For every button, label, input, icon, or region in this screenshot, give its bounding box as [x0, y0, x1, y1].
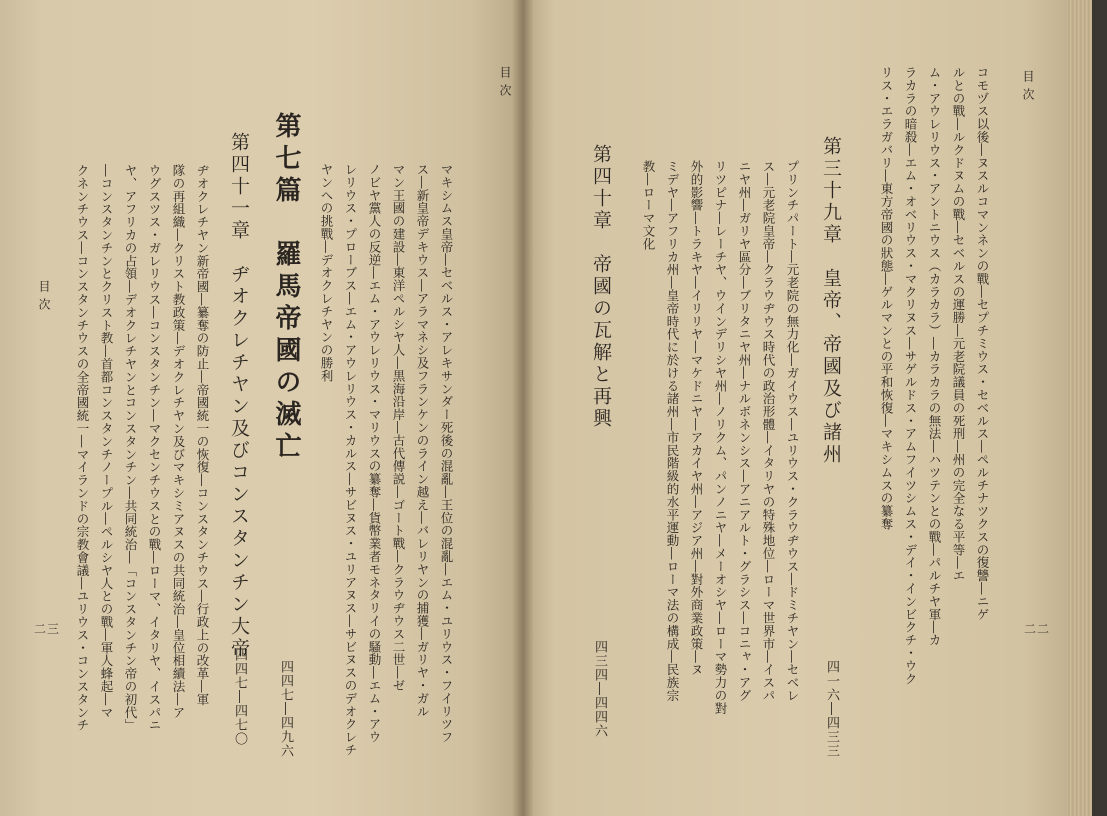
book-gutter: [512, 0, 534, 816]
right-entry-b6: ミデヤ―アフリカ州―皇帝時代に於ける諸州―市民階級的水平運動―ローマ法の構成―民族宗: [665, 160, 680, 702]
left-entry-b4: ヤ、アフリカの占領―デオクレチヤンとコンスタンチン―共同統治―「コンスタンチン帝の初代」: [123, 164, 138, 732]
left-page: [0, 0, 522, 816]
left-entry-a2: ス―新皇帝デキウス―アラマネシ及フランケンのライン越え―バレリヤンの捕獲―ガリヤ・ガル: [415, 163, 430, 718]
right-entry-a5: リス・エラガバリ―東方帝國の狀態―ゲルマンとの平和恢復―マキシムスの纂奪: [879, 66, 894, 531]
left-entry-a5: レリウス・プローブス―エム・アウレリウス・カルス―サビヌス・ユリアヌス―サビヌスのデオクレチ: [343, 163, 358, 757]
right-entry-b5: 外的影響―トラキヤ―イリリヤ―マケドニヤ―アカイヤ州―アジア州―對外商業政策―ヌ: [689, 160, 704, 676]
left-entry-a1: マキシムス皇帝―セベルス・アレキサンダー死後の混亂―王位の混亂―エム・ユリウス・フイリツフ: [439, 163, 454, 744]
left-running-head: 目次: [498, 66, 512, 102]
chapter-40-page-range: 四三四―四四六: [592, 640, 607, 738]
left-entry-b1: ヂオクレチヤン新帝國―纂奪の防止―帝國統一の恢復―コンスタンチウス―行政上の改革―軍: [195, 164, 210, 706]
right-entry-a1: コモヅス以後―ヌスルコマンネンの戰―セプチミウス・セベルス―ペルチナツクスの復讐―ニゲ: [975, 66, 990, 621]
chapter-41-page-range: 四四七―四七〇: [232, 648, 247, 746]
left-entry-b6: クネンチウス―コンスタンチウスの全帝國統一―マイランドの宗教會議―ユリウス・コンスタンチ: [75, 164, 90, 732]
chapter-39-title: 第三十九章 皇帝、帝國及び諸州: [820, 136, 842, 466]
left-running-head-body: 目次: [37, 280, 51, 316]
right-entry-b3: ニヤ州―ガリヤ區分―ブリタニヤ州―ナルボネンシス―アニアルト・グラシス―コニャ・アグ: [737, 160, 752, 702]
chapter-39-page-range: 四一六―四三三: [824, 660, 839, 758]
right-page: [522, 0, 1067, 816]
right-entry-b4: リツピナ―レーチヤ、ウインデリシヤ州―ノリクム、パンノニヤ―メーオシヤ―ローマ勢力の對: [713, 160, 728, 715]
right-entry-a4: ラカラの暗殺―エム・オベリウス・マクリヌス―サゲルドス・アムフイツシムス・デイ・インビクチ・ウク: [903, 66, 918, 686]
right-entry-b1: プリンチパート―元老院の無力化―ガイウス―ユリウス・クラウヂウス―ドミチヤン―セベレ: [785, 160, 800, 702]
left-entry-a3: マン王國の建設―東洋ペルシヤ人―黒海沿岸―古代傳説―ゴート戰―クラウヂウス二世―ゼ: [391, 163, 406, 692]
chapter-40-title: 第四十章 帝國の瓦解と再興: [590, 144, 612, 430]
right-entry-b2: ス―元老院皇帝―クラウヂウス時代の政治形體―イタリヤの特殊地位―ローマ世界市―イスパ: [761, 160, 776, 702]
chapter-41-title: 第四十一章 ヂオクレチヤン及びコンスタンチン大帝: [228, 132, 250, 660]
left-entry-b2: 隊の再組織―クリスト教政策―デオクレチヤン及びマキシミアヌスの共同統治―皇位相續法―ア: [171, 164, 186, 719]
background-edge: [1092, 0, 1107, 816]
left-entry-b3: ウグスツス・ガレリウス―コンスタンチン―マクセンチウスとの戰―ローマ、イタリヤ、イスパニ: [147, 164, 162, 732]
right-running-head: 目次: [1021, 70, 1035, 106]
left-entry-a4: ノビヤ黨人の反逆―エム・アウレリウス・マリウスの纂奪―貨幣業者モネタリイの騷動―エム・アウ: [367, 163, 382, 744]
left-folio: 二三: [34, 622, 61, 636]
right-entry-a3: ム・アウレリウス・アントニウス（カラカラ）―カラカラの無法―ハツテンとの戰―パルチヤ軍―カ: [927, 66, 942, 647]
right-folio: 二二: [1024, 622, 1051, 636]
right-entry-a2: ルとの戰―ルクドヌムの戰―セベルスの運勝―元老院議員の死刑―州の完全なる平等―エ: [951, 66, 966, 582]
left-entry-a6: ヤンへの挑戰―デオクレチヤンの勝利: [319, 163, 334, 383]
part-title: 第七篇 羅馬帝國の滅亡: [271, 112, 301, 464]
right-entry-b7: 教―ローマ文化: [641, 160, 656, 251]
part-page-range: 四四七―四九六: [278, 660, 293, 758]
left-entry-b5: ―コンスタンチンとクリスト教―首都コンスタンチノープル―ペルシヤ人との戰―軍人蜂起―マ: [99, 164, 114, 719]
